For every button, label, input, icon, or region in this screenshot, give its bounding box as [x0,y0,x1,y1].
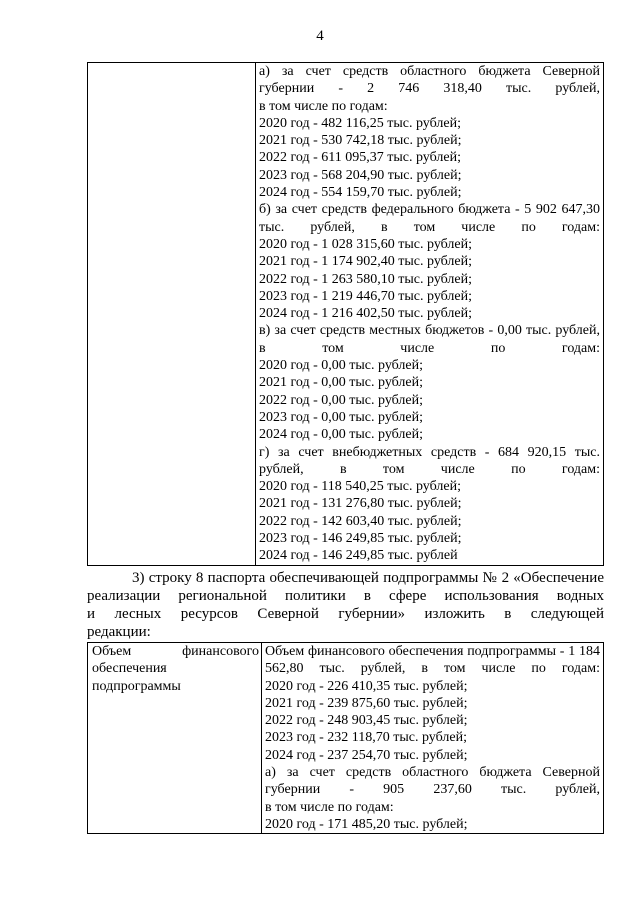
text-line: в том числе по годам: [259,98,388,114]
table-label-cell-empty [88,63,256,566]
text-line: б) за счет средств федерального бюджета - 5 902 647,30 тыс. рублей, в том числе по годам: [259,202,600,235]
text-line: 2024 год - 554 159,70 тыс. рублей; [259,185,462,201]
text-line: 2023 год - 232 118,70 тыс. рублей; [265,730,467,746]
text-line: 2022 год - 1 263 580,10 тыс. рублей; [259,271,473,287]
text-line: 2021 год - 1 174 902,40 тыс. рублей; [259,254,473,270]
text-line: 2020 год - 0,00 тыс. рублей; [259,358,424,374]
paragraph-line: 3) строку 8 паспорта обеспечивающей подпрограммы № 2 «Обеспечение [132,570,604,586]
text-line: 2021 год - 239 875,60 тыс. рублей; [265,695,468,711]
text-line: в том числе по годам: [265,799,394,815]
text-line: 2022 год - 611 095,37 тыс. рублей; [259,150,461,166]
text-line: 2020 год - 118 540,25 тыс. рублей; [259,479,461,495]
text-line: 2020 год - 1 028 315,60 тыс. рублей; [259,236,473,252]
paragraph-line: и лесных ресурсов Северной губернии» изложить в следующей [87,606,604,622]
text-line: 2020 год - 226 410,35 тыс. рублей; [265,678,468,694]
text-line: 2024 год - 1 216 402,50 тыс. рублей; [259,306,473,322]
text-line: 2023 год - 568 204,90 тыс. рублей; [259,167,462,183]
text-line: 2023 год - 146 249,85 тыс. рублей; [259,531,462,547]
page-number: 4 [316,28,324,44]
table-label-cell [88,643,262,834]
text-line: 2021 год - 131 276,80 тыс. рублей; [259,496,462,512]
paragraph-line: редакции: [87,624,151,640]
text-line: 2023 год - 1 219 446,70 тыс. рублей; [259,288,473,304]
financing-table-continued [87,62,604,566]
text-line: 2024 год - 0,00 тыс. рублей; [259,427,424,443]
text-line: а) за счет средств областного бюджета Северной губернии - 905 237,60 тыс. рублей, [265,765,600,798]
text-line: 2022 год - 142 603,40 тыс. рублей; [259,513,462,529]
amendment-paragraph [87,569,604,641]
text-line: 2024 год - 146 249,85 тыс. рублей [259,548,458,564]
text-line: в) за счет средств местных бюджетов - 0,00 тыс. рублей, в том числе по годам: [259,323,600,356]
text-line: Объем финансового обеспечения подпрограммы - 1 184 562,80 тыс. рублей, в том числе по годам: [265,644,600,677]
text-line: 2021 год - 0,00 тыс. рублей; [259,375,424,391]
label-line: обеспечения [92,661,167,677]
paragraph-line: реализации региональной политики в сфере использования водных [87,588,604,604]
text-line: г) за счет внебюджетных средств - 684 920,15 тыс. рублей, в том числе по годам: [259,444,600,477]
financing-table-subprogram [87,642,604,834]
label-line: Объем финансового [92,644,259,659]
table-value-cell [256,63,604,566]
text-line: 2022 год - 248 903,45 тыс. рублей; [265,713,468,729]
text-line: 2021 год - 530 742,18 тыс. рублей; [259,133,462,149]
table-value-cell [262,643,604,834]
text-line: 2022 год - 0,00 тыс. рублей; [259,392,424,408]
text-line: 2024 год - 237 254,70 тыс. рублей; [265,747,468,763]
text-line: 2023 год - 0,00 тыс. рублей; [259,409,424,425]
label-line: подпрограммы [92,678,181,694]
text-line: а) за счет средств областного бюджета Северной губернии - 2 746 318,40 тыс. рублей, [259,64,600,97]
text-line: 2020 год - 171 485,20 тыс. рублей; [265,816,468,832]
text-line: 2020 год - 482 116,25 тыс. рублей; [259,115,461,131]
